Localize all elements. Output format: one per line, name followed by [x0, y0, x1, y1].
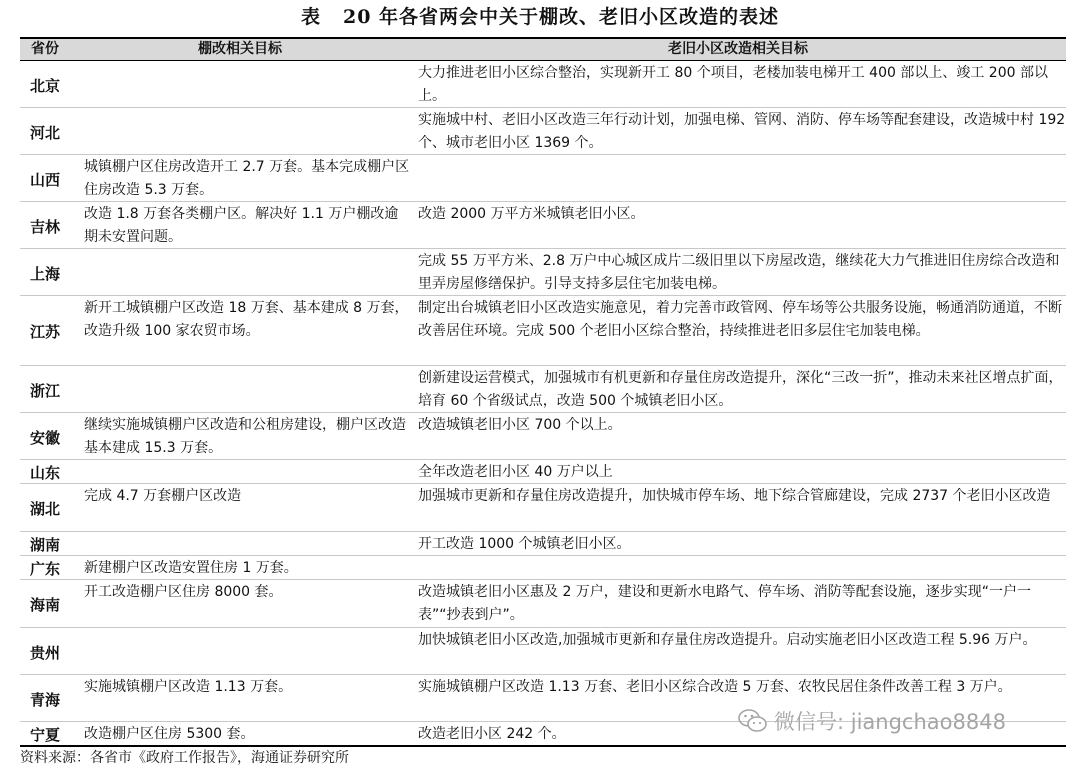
table-row [20, 249, 1066, 296]
old-community-cell: 改造城镇老旧小区 700 个以上。 [418, 417, 622, 433]
province-cell: 上海 [29, 264, 60, 283]
table-header [20, 37, 1066, 61]
source-note: 资料来源：各省市《政府工作报告》，海通证券研究所 [20, 750, 349, 766]
table-row [20, 202, 1066, 249]
old-community-cell: 实施城镇棚户区改造 1.13 万套、老旧小区综合改造 5 万套、农牧民居住条件改善工程 3 万户。 [418, 679, 1012, 695]
table-row [20, 61, 1066, 108]
shantytown-cell: 继续实施城镇棚户区改造和公租房建设，棚户区改造基本建成 15.3 万套。 [84, 417, 406, 456]
header-shantytown: 棚改相关目标 [198, 41, 282, 57]
table-row [20, 155, 1066, 202]
shantytown-cell: 实施城镇棚户区改造 1.13 万套。 [84, 679, 293, 695]
table-row [20, 556, 1066, 580]
table-row [20, 296, 1066, 366]
header-old-community: 老旧小区改造相关目标 [668, 41, 808, 57]
shantytown-cell [70, 108, 410, 154]
watermark [738, 706, 1006, 736]
wechat-icon [738, 708, 768, 734]
province-cell: 安徽 [29, 428, 60, 447]
shantytown-cell: 完成 4.7 万套棚户区改造 [84, 488, 242, 504]
table-row [20, 484, 1066, 532]
table-row [20, 532, 1066, 556]
watermark-text: 微信号: jiangchao8848 [774, 710, 1006, 734]
old-community-cell [410, 155, 1066, 201]
old-community-cell: 完成 55 万平方米、2.8 万户中心城区成片二级旧里以下房屋改造，继续花大力气推进旧住房综合改造和里弄房屋修缮保护。引导支持多层住宅加装电梯。 [418, 253, 1060, 292]
province-cell: 河北 [29, 123, 60, 142]
province-cell: 浙江 [29, 381, 60, 400]
old-community-cell [410, 556, 1066, 579]
shantytown-cell: 新开工城镇棚户区改造 18 万套、基本建成 8 万套，改造升级 100 家农贸市场。 [84, 300, 409, 339]
province-cell: 广东 [29, 560, 60, 578]
title-prefix: 表 [300, 6, 321, 28]
title-text: 20 年各省两会中关于棚改、老旧小区改造的表述 [342, 6, 780, 28]
old-community-cell: 大力推进老旧小区综合整治，实现新开工 80 个项目，老楼加装电梯开工 400 部以上、竣工 200 部以上。 [418, 65, 1048, 104]
old-community-cell: 开工改造 1000 个城镇老旧小区。 [418, 536, 631, 552]
province-cell: 湖南 [29, 536, 60, 554]
header-province: 省份 [31, 41, 59, 57]
table-row [20, 108, 1066, 155]
old-community-cell: 改造老旧小区 242 个。 [418, 726, 566, 742]
province-cell: 青海 [29, 690, 60, 709]
shantytown-cell [70, 366, 410, 412]
shantytown-cell: 开工改造棚户区住房 8000 套。 [84, 584, 283, 600]
province-cell: 海南 [29, 596, 60, 614]
table-row [20, 366, 1066, 413]
old-community-cell: 制定出台城镇老旧小区改造实施意见，着力完善市政管网、停车场等公共服务设施，畅通消防通道，不断改善居住环境。完成 500 个老旧小区综合整治，持续推进老旧多层住宅加装电梯。 [418, 300, 1062, 339]
shantytown-cell [70, 532, 410, 555]
shantytown-cell: 城镇棚户区住房改造开工 2.7 万套。基本完成棚户区住房改造 5.3 万套。 [84, 159, 410, 198]
shantytown-cell [70, 249, 410, 295]
old-community-cell: 实施城中村、老旧小区改造三年行动计划，加强电梯、管网、消防、停车场等配套建设，改造城中村 192 个、城市老旧小区 1369 个。 [418, 112, 1066, 151]
old-community-cell: 创新建设运营模式，加强城市有机更新和存量住房改造提升，深化“三改一折”，推动未来社区增点扩面，培育 60 个省级试点，改造 500 个城镇老旧小区。 [418, 370, 1063, 409]
shantytown-cell: 改造棚户区住房 5300 套。 [84, 726, 255, 742]
table-row [20, 460, 1066, 484]
old-community-cell: 加强城市更新和存量住房改造提升，加快城市停车场、地下综合管廊建设，完成 2737 个老旧小区改造 [418, 488, 1051, 504]
shantytown-cell [70, 628, 410, 674]
province-cell: 山西 [29, 170, 60, 189]
province-cell: 贵州 [29, 643, 60, 662]
old-community-cell: 全年改造老旧小区 40 万户以上 [418, 464, 613, 480]
shantytown-cell [70, 460, 410, 483]
province-cell: 山东 [29, 464, 60, 482]
table-title [0, 0, 1080, 34]
province-cell: 宁夏 [29, 726, 60, 744]
data-table [20, 37, 1066, 747]
old-community-cell: 改造城镇老旧小区惠及 2 万户，建设和更新水电路气、停车场、消防等配套设施，逐步实现“一户一表”“抄表到户”。 [418, 584, 1032, 623]
province-cell: 江苏 [29, 323, 60, 341]
old-community-cell: 加快城镇老旧小区改造,加强城市更新和存量住房改造提升。启动实施老旧小区改造工程 5.96 万户。 [418, 632, 1037, 648]
province-cell: 北京 [29, 76, 60, 95]
old-community-cell: 改造 2000 万平方米城镇老旧小区。 [418, 206, 645, 222]
shantytown-cell: 新建棚户区改造安置住房 1 万套。 [84, 560, 298, 576]
province-cell: 吉林 [29, 217, 60, 236]
table-row [20, 413, 1066, 460]
table-row [20, 628, 1066, 675]
table-row [20, 580, 1066, 628]
shantytown-cell [70, 61, 410, 107]
shantytown-cell: 改造 1.8 万套各类棚户区。解决好 1.1 万户棚改逾期未安置问题。 [84, 206, 399, 245]
province-cell: 湖北 [29, 500, 60, 518]
